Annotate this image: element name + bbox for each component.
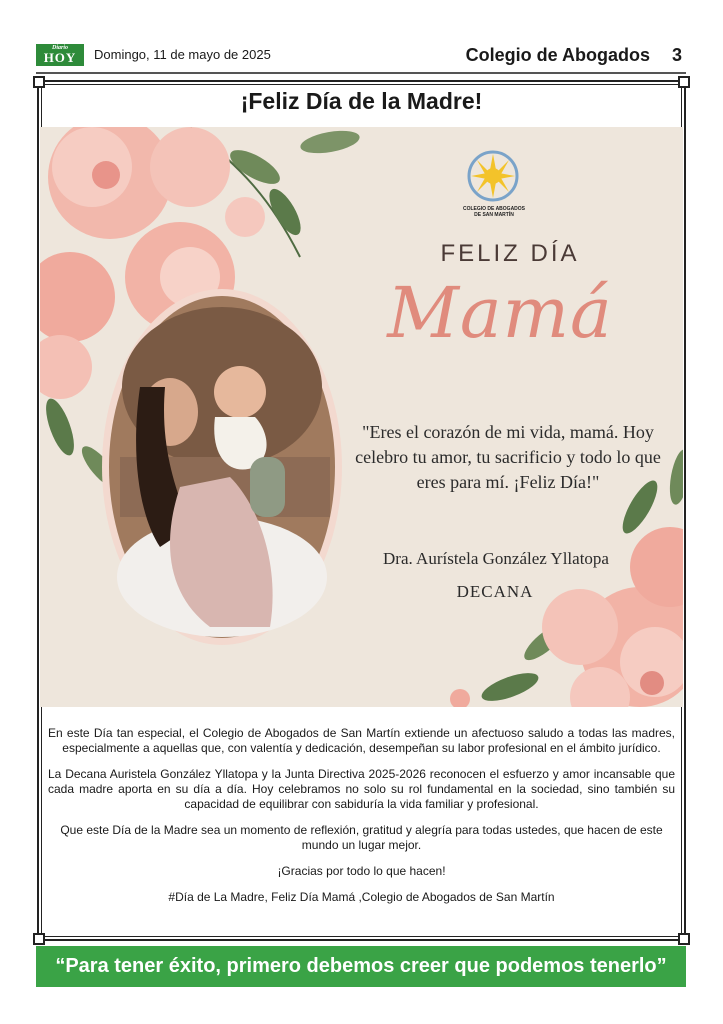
- mothers-day-poster: [40, 127, 683, 707]
- logo-big-text: HOY: [43, 50, 77, 65]
- emblem-caption-line2: DE SAN MARTÍN: [474, 212, 514, 218]
- page-number: 3: [671, 45, 682, 65]
- quote-banner: “Para tener éxito, primero debemos creer que podemos tenerlo”: [36, 946, 686, 987]
- section-title: Colegio de Abogados: [465, 45, 650, 65]
- frame-corner-ornament: [33, 933, 45, 945]
- poster-signer-role: DECANA: [456, 582, 534, 601]
- article-paragraph: La Decana Auristela González Yllatopa y la Junta Directiva 2025-2026 reconocen el esfuerzo y amor incansable que cada madre aporta en su día a día. Hoy celebramos no solo su rol fundamental en la sociedad, sino también su capacidad de equilibrar con sabiduría la vida familiar y profesional.: [48, 767, 675, 811]
- poster-signer: Dra. Aurístela González Yllatopa: [383, 549, 609, 568]
- frame-corner-ornament: [678, 933, 690, 945]
- article-hashtags: #Día de La Madre, Feliz Día Mamá ,Colegio de Abogados de San Martín: [168, 890, 555, 904]
- article-paragraph: En este Día tan especial, el Colegio de Abogados de San Martín extiende un afectuoso saludo a todas las madres, especialmente a aquellas que, con valentía y dedicación, desempeñan su labor profesional en el ámbito jurídico.: [48, 726, 675, 755]
- article-body: [48, 726, 675, 916]
- article-paragraph: Que este Día de la Madre sea un momento de reflexión, gratitud y alegría para todas ustedes, que hacen de este mundo un lugar mejor.: [60, 823, 663, 852]
- sun-emblem-icon: [463, 148, 523, 208]
- poster-quote: "Eres el corazón de mi vida, mamá. Hoy celebro tu amor, tu sacrificio y todo lo que eres para mí. ¡Feliz Día!": [355, 422, 661, 492]
- mother-baby-photo: [102, 289, 342, 645]
- page-title: ¡Feliz Día de la Madre!: [240, 88, 483, 114]
- poster-script-word: Mamá: [387, 272, 613, 354]
- poster-artwork: [40, 127, 683, 707]
- logo-small-text: Diario: [51, 45, 68, 51]
- header-rule: [36, 72, 686, 74]
- emblem-caption: [446, 206, 542, 218]
- newspaper-logo: [36, 44, 84, 66]
- frame-corner-ornament: [33, 76, 45, 88]
- poster-greeting: FELIZ DÍA: [440, 240, 580, 267]
- emblem-caption-line1: COLEGIO DE ABOGADOS: [462, 206, 526, 212]
- issue-date: Domingo, 11 de mayo de 2025: [94, 47, 271, 62]
- frame-corner-ornament: [678, 76, 690, 88]
- article-thanks: ¡Gracias por todo lo que hacen!: [277, 864, 446, 878]
- masthead: [36, 44, 686, 70]
